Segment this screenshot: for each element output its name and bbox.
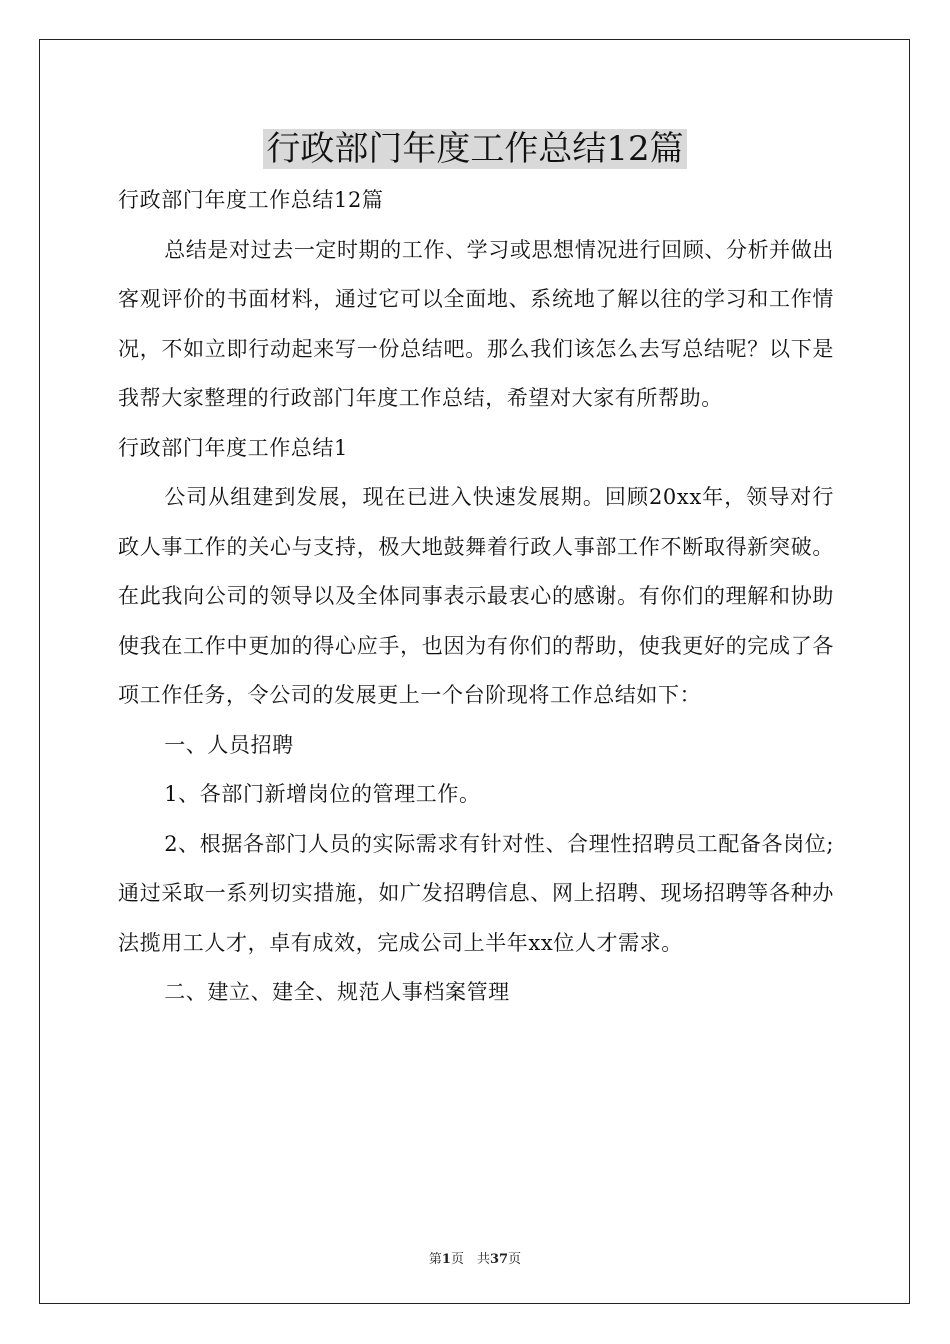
document-body (118, 176, 834, 1018)
subheading-recruitment: 一、人员招聘 (164, 732, 294, 757)
list-item: 2、根据各部门人员的实际需求有针对性、合理性招聘员工配备各岗位;通过采取一系列切实措施，如广发招聘信息、网上招聘、现场招聘等各种办法揽用工人才，卓有成效，完成公司上半年xx位人才需求。 (118, 831, 834, 955)
section-heading: 行政部门年度工作总结1 (118, 435, 348, 460)
list-item: 1、各部门新增岗位的管理工作。 (164, 782, 481, 806)
intro-paragraph: 总结是对过去一定时期的工作、学习或思想情况进行回顾、分析并做出客观评价的书面材料，通过它可以全面地、系统地了解以往的学习和工作情况，不如立即行动起来写一份总结吧。那么我们该怎么去写总结呢？以下是我帮大家整理的行政部门年度工作总结，希望对大家有所帮助。 (118, 237, 834, 410)
body-paragraph: 公司从组建到发展，现在已进入快速发展期。回顾20xx年，领导对行政人事工作的关心与支持，极大地鼓舞着行政人事部工作不断取得新突破。在此我向公司的领导以及全体同事表示最衷心的感谢。有你们的理解和协助使我在工作中更加的得心应手，也因为有你们的帮助，使我更好的完成了各项工作任务，令公司的发展更上一个台阶现将工作总结如下： (118, 485, 834, 707)
page-mid: 页 共 (450, 1252, 490, 1267)
page-prefix: 第 (428, 1252, 442, 1267)
document-title: 行政部门年度工作总结12篇 (263, 129, 686, 169)
subheading-archives: 二、建立、建全、规范人事档案管理 (164, 980, 510, 1004)
total-page-count: 37 (489, 1252, 509, 1267)
page-footer (0, 1248, 950, 1267)
subtitle-line: 行政部门年度工作总结12篇 (118, 188, 384, 212)
document-title-block (0, 126, 950, 172)
page-suffix: 页 (508, 1252, 522, 1267)
current-page-number: 1 (441, 1252, 451, 1267)
